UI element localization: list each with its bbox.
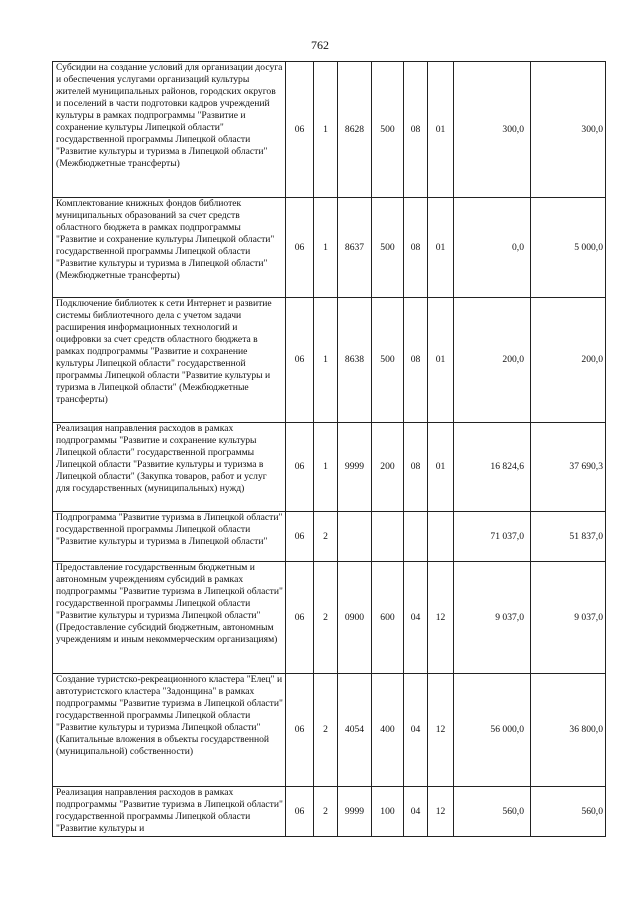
cell-ministry-code: 06 xyxy=(286,62,314,198)
cell-amount-2: 560,0 xyxy=(531,787,606,837)
row-description: Предоставление государственным бюджетным и автономным учреждениям субсидий в рамках подпрограммы "Развитие туризма в Липецкой области" государственной программы Липецкой области "Развитие культуры и туризма Липецкой области" (Предоставление субсидий бюджетным, автономным учреждениям и иным некоммерческим организациям) xyxy=(53,562,286,674)
cell-ministry-code: 06 xyxy=(286,198,314,298)
cell-amount-1: 71 037,0 xyxy=(454,512,531,562)
cell-ministry-code: 06 xyxy=(286,423,314,512)
cell-expense-type: 200 xyxy=(372,423,404,512)
cell-ministry-code: 06 xyxy=(286,674,314,787)
table-row xyxy=(53,198,606,298)
cell-amount-1: 0,0 xyxy=(454,198,531,298)
cell-subsection: 12 xyxy=(428,562,454,674)
cell-subsection xyxy=(428,512,454,562)
cell-program-code: 1 xyxy=(314,198,338,298)
cell-section xyxy=(404,512,428,562)
cell-direction-code: 8638 xyxy=(338,298,372,423)
cell-expense-type: 500 xyxy=(372,62,404,198)
table-row xyxy=(53,562,606,674)
table-row xyxy=(53,787,606,837)
cell-amount-1: 300,0 xyxy=(454,62,531,198)
cell-amount-2: 37 690,3 xyxy=(531,423,606,512)
budget-table xyxy=(52,61,606,837)
cell-subsection: 01 xyxy=(428,298,454,423)
cell-subsection: 12 xyxy=(428,674,454,787)
cell-program-code: 2 xyxy=(314,674,338,787)
cell-direction-code xyxy=(338,512,372,562)
row-description: Реализация направления расходов в рамках подпрограммы "Развитие туризма в Липецкой области" государственной программы Липецкой области "Развитие культуры и xyxy=(53,787,286,837)
cell-program-code: 2 xyxy=(314,562,338,674)
cell-section: 08 xyxy=(404,298,428,423)
cell-expense-type: 400 xyxy=(372,674,404,787)
cell-amount-2: 300,0 xyxy=(531,62,606,198)
cell-expense-type: 500 xyxy=(372,198,404,298)
cell-program-code: 1 xyxy=(314,62,338,198)
cell-amount-2: 5 000,0 xyxy=(531,198,606,298)
cell-section: 04 xyxy=(404,562,428,674)
cell-expense-type: 500 xyxy=(372,298,404,423)
cell-program-code: 1 xyxy=(314,298,338,423)
cell-amount-1: 560,0 xyxy=(454,787,531,837)
cell-amount-2: 51 837,0 xyxy=(531,512,606,562)
row-description: Комплектование книжных фондов библиотек муниципальных образований за счет средств областного бюджета в рамках подпрограммы "Развитие и сохранение культуры Липецкой области" государственной программы Липецкой области "Развитие культуры и туризма в Липецкой области" (Межбюджетные трансферты) xyxy=(53,198,286,298)
cell-amount-2: 200,0 xyxy=(531,298,606,423)
cell-program-code: 2 xyxy=(314,512,338,562)
cell-subsection: 01 xyxy=(428,198,454,298)
cell-amount-1: 16 824,6 xyxy=(454,423,531,512)
table-row xyxy=(53,674,606,787)
cell-program-code: 2 xyxy=(314,787,338,837)
cell-direction-code: 0900 xyxy=(338,562,372,674)
row-description: Реализация направления расходов в рамках подпрограммы "Развитие и сохранение культуры Липецкой области" государственной программы Липецкой области "Развитие культуры и туризма в Липецкой области" (Закупка товаров, работ и услуг для государственных (муниципальных) нужд) xyxy=(53,423,286,512)
cell-direction-code: 8628 xyxy=(338,62,372,198)
cell-program-code: 1 xyxy=(314,423,338,512)
row-description: Субсидии на создание условий для организации досуга и обеспечения услугами организаций культуры жителей муниципальных районов, городских округов и поселений в части подготовки кадров учреждений культуры в рамках подпрограммы "Развитие и сохранение культуры Липецкой области" государственной программы Липецкой области "Развитие культуры и туризма в Липецкой области" (Межбюджетные трансферты) xyxy=(53,62,286,198)
table-row xyxy=(53,62,606,198)
cell-amount-1: 200,0 xyxy=(454,298,531,423)
cell-ministry-code: 06 xyxy=(286,787,314,837)
cell-direction-code: 9999 xyxy=(338,787,372,837)
cell-ministry-code: 06 xyxy=(286,562,314,674)
cell-section: 08 xyxy=(404,423,428,512)
cell-ministry-code: 06 xyxy=(286,512,314,562)
cell-section: 08 xyxy=(404,62,428,198)
cell-ministry-code: 06 xyxy=(286,298,314,423)
row-description: Подпрограмма "Развитие туризма в Липецкой области" государственной программы Липецкой области "Развитие культуры и туризма в Липецкой области" xyxy=(53,512,286,562)
cell-amount-2: 9 037,0 xyxy=(531,562,606,674)
cell-amount-2: 36 800,0 xyxy=(531,674,606,787)
cell-amount-1: 56 000,0 xyxy=(454,674,531,787)
cell-subsection: 12 xyxy=(428,787,454,837)
table-body xyxy=(53,62,606,837)
cell-subsection: 01 xyxy=(428,423,454,512)
page-number: 762 xyxy=(311,38,329,52)
cell-subsection: 01 xyxy=(428,62,454,198)
row-description: Подключение библиотек к сети Интернет и развитие системы библиотечного дела с учетом задачи расширения информационных технологий и оцифровки за счет средств областного бюджета в рамках подпрограммы "Развитие и сохранение культуры Липецкой области" государственной программы Липецкой области "Развитие культуры и туризма в Липецкой области" (Межбюджетные трансферты) xyxy=(53,298,286,423)
cell-expense-type: 100 xyxy=(372,787,404,837)
cell-direction-code: 8637 xyxy=(338,198,372,298)
cell-amount-1: 9 037,0 xyxy=(454,562,531,674)
cell-section: 04 xyxy=(404,787,428,837)
cell-expense-type: 600 xyxy=(372,562,404,674)
cell-section: 08 xyxy=(404,198,428,298)
table-row xyxy=(53,298,606,423)
row-description: Создание туристско-рекреационного кластера "Елец" и автотуристского кластера "Задонщина" в рамках подпрограммы "Развитие туризма в Липецкой области" государственной программы Липецкой области "Развитие культуры и туризма Липецкой области" (Капитальные вложения в объекты государственной (муниципальной) собственности) xyxy=(53,674,286,787)
cell-direction-code: 9999 xyxy=(338,423,372,512)
table-row xyxy=(53,512,606,562)
table-row xyxy=(53,423,606,512)
cell-section: 04 xyxy=(404,674,428,787)
cell-expense-type xyxy=(372,512,404,562)
cell-direction-code: 4054 xyxy=(338,674,372,787)
